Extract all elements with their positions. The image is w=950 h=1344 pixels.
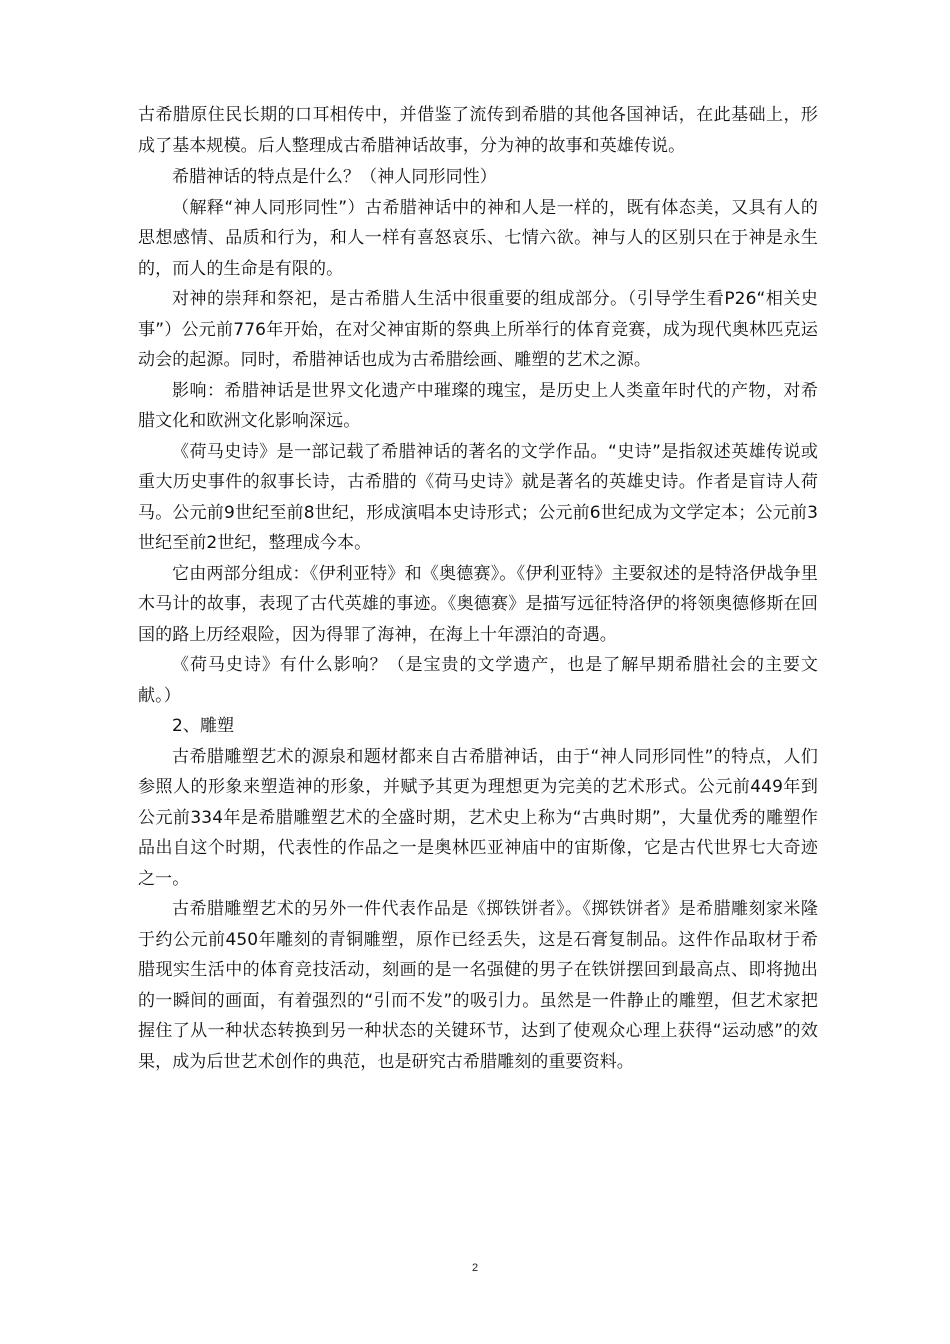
- paragraph-anthropomorphism: （解释“神人同形同性”）古希腊神话中的神和人是一样的，既有体态美，又具有人的思想感情、品质和行为，和人一样有喜怒哀乐、七情六欲。神与人的区别只在于神是永生的，而人的生命是有限的。: [138, 197, 818, 279]
- paragraph-sculpture-source: 古希腊雕塑艺术的源泉和题材都来自古希腊神话，由于“神人同形同性”的特点，人们参照人的形象来塑造神的形象，并赋予其更为理想更为完美的艺术形式。公元前449年到公元前334年是希腊雕塑艺术的全盛时期，艺术史上称为“古典时期”，大量优秀的雕塑作品出自这个时期，代表性的作品之一是奥林匹亚神庙中的宙斯像，它是古代世界七大奇迹之一。: [138, 746, 818, 889]
- document-body: [138, 100, 818, 1077]
- paragraph-iliad-odyssey: 它由两部分组成：《伊利亚特》和《奥德赛》。《伊利亚特》主要叙述的是特洛伊战争里木马计的故事，表现了古代英雄的事迹。《奥德赛》是描写远征特洛伊的将领奥德修斯在回国的路上历经艰险，因为得罪了海神，在海上十年漂泊的奇遇。: [138, 563, 818, 645]
- section-heading-sculpture: 2、雕塑: [172, 716, 235, 736]
- paragraph-myth-features-question: 希腊神话的特点是什么？（神人同形同性）: [172, 167, 497, 187]
- paragraph-homer-epics: 《荷马史诗》是一部记载了希腊神话的著名的文学作品。“史诗”是指叙述英雄传说或重大历史事件的叙事长诗，古希腊的《荷马史诗》就是著名的英雄史诗。作者是盲诗人荷马。公元前9世纪至前8世纪，形成演唱本史诗形式；公元前6世纪成为文学定本；公元前3世纪至前2世纪，整理成今本。: [138, 441, 818, 553]
- page-number: 2: [471, 1262, 479, 1274]
- paragraph-myth-origin: 古希腊原住民长期的口耳相传中，并借鉴了流传到希腊的其他各国神话，在此基础上，形成了基本规模。后人整理成古希腊神话故事，分为神的故事和英雄传说。: [138, 105, 818, 156]
- paragraph-worship: 对神的崇拜和祭祀，是古希腊人生活中很重要的组成部分。（引导学生看P26“相关史事”）公元前776年开始，在对父神宙斯的祭典上所举行的体育竞赛，成为现代奥林匹克运动会的起源。同时，希腊神话也成为古希腊绘画、雕塑的艺术之源。: [138, 289, 818, 370]
- paragraph-homer-influence: 《荷马史诗》有什么影响？（是宝贵的文学遗产，也是了解早期希腊社会的主要文献。）: [138, 655, 818, 706]
- paragraph-discobolus: 古希腊雕塑艺术的另外一件代表作品是《掷铁饼者》。《掷铁饼者》是希腊雕刻家米隆于约公元前450年雕刻的青铜雕塑，原作已经丢失，这是石膏复制品。这件作品取材于希腊现实生活中的体育竞技活动，刻画的是一名强健的男子在铁饼摆回到最高点、即将抛出的一瞬间的画面，有着强烈的“引而不发”的吸引力。虽然是一件静止的雕塑，但艺术家把握住了从一种状态转换到另一种状态的关键环节，达到了使观众心理上获得“运动感”的效果，成为后世艺术创作的典范，也是研究古希腊雕刻的重要资料。: [138, 899, 818, 1072]
- paragraph-influence: 影响：希腊神话是世界文化遗产中璀璨的瑰宝，是历史上人类童年时代的产物，对希腊文化和欧洲文化影响深远。: [138, 380, 818, 431]
